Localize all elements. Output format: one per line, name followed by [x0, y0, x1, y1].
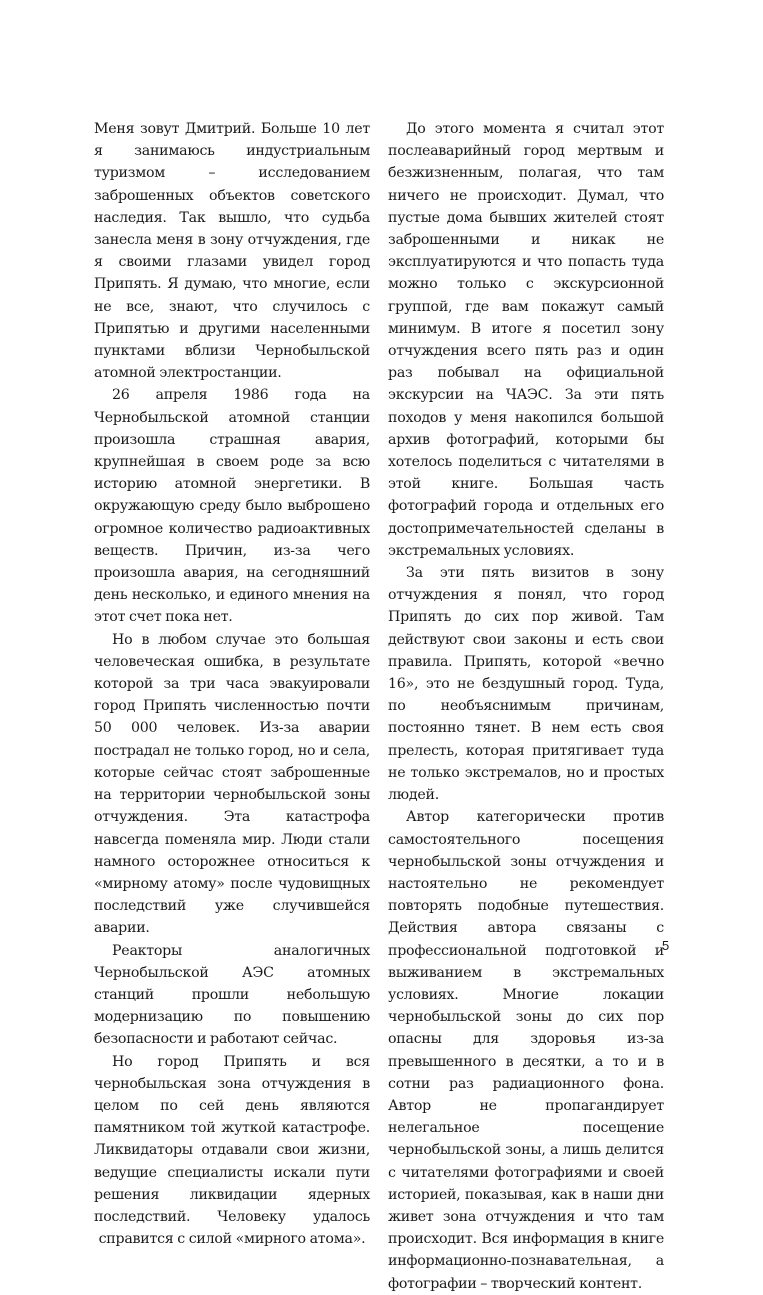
paragraph-reactors: Реакторы аналогичных Чернобыльской АЭС атомных станций прошли небольшую модернизацию по повышению безопасности и работают сейчас.: [94, 942, 370, 1048]
paragraph-intro: Меня зовут Дмитрий. Больше 10 лет я занимаюсь индустриальным туризмом – исследованием заброшенных объектов советского наследия. Так вышло, что судьба занесла меня в зону отчуждения, где я своими глазами увидел город Припять. Я думаю, что многие, если не все, знают, что случилось с Припятью и другими населенными пунктами вблизи Чернобыльской атомной электростанции.: [94, 121, 370, 382]
paragraph-before-visit: До этого момента я считал этот послеаварийный город мертвым и безжизненным, полагая, что там ничего не происходит. Думал, что пустые дома бывших жителей стоят заброшенными и никак не эксплуатируются и что попасть туда можно только с экскурсионной группой, где вам покажут самый минимум. В итоге я посетил зону отчуждения всего пять раз и один раз побывал на официальной экскурсии на ЧАЭС. За эти пять походов у меня накопился большой архив фотографий, которыми бы хотелось поделиться с читателями в этой книге. Большая часть фотографий города и отдельных его достопримечательностей сделаны в экстремальных условиях.: [388, 121, 664, 559]
paragraph-city-alive: За эти пять визитов в зону отчуждения я понял, что город Припять до сих пор живой. Там действуют свои законы и есть свои правила. Припять, которой «вечно 16», это не бездушный город. Туда, по необъяснимым причинам, постоянно тянет. В нем есть своя прелесть, которая притягивает туда не только экстремалов, но и простых людей.: [388, 565, 664, 804]
right-text-column: [388, 118, 664, 1295]
left-text-column: [94, 118, 370, 1250]
paragraph-accident: 26 апреля 1986 года на Чернобыльской атомной станции произошла страшная авария, крупнейшая в своем роде за всю историю атомной энергетики. В окружающую среду было выброшено огромное количество радиоактивных веществ. Причин, из-за чего произошла авария, на сегодняшний день несколько, и единого мнения на этот счет пока нет.: [94, 387, 370, 626]
paragraph-evacuation: Но в любом случае это большая человеческая ошибка, в результате которой за три часа эвакуировали город Припять численностью почти 50 000 человек. Из-за аварии пострадал не только город, но и села, которые сейчас стоят заброшенные на территории чернобыльской зоны отчуждения. Эта катастрофа навсегда поменяла мир. Люди стали намного осторожнее относиться к «мирному атому» после чудовищных последствий уже случившейся аварии.: [94, 631, 370, 937]
paragraph-disclaimer: Автор категорически против самостоятельного посещения чернобыльской зоны отчуждения и настоятельно не рекомендует повторять подобные путешествия. Действия автора связаны с профессиональной подготовкой и выживанием в экстремальных условиях. Многие локации чернобыльской зоны до сих пор опасны для здоровья из-за превышенного в десятки, а то и в сотни раз радиационного фона. Автор не пропагандирует нелегальное посещение чернобыльской зоны, а лишь делится с читателями фотографиями и своей историей, показывая, как в наши дни живет зона отчуждения и что там происходит. Вся информация в книге информационно-познавательная, а фотографии – творческий контент.: [388, 809, 664, 1292]
paragraph-monument: Но город Припять и вся чернобыльская зона отчуждения в целом по сей день являются памятником той жуткой катастрофе. Ликвидаторы отдавали свои жизни, ведущие специалисты искали пути решения ликвидации ядерных последствий. Человеку удалось справится с силой «мирного атома».: [94, 1053, 370, 1248]
page-number: 5: [662, 938, 670, 953]
